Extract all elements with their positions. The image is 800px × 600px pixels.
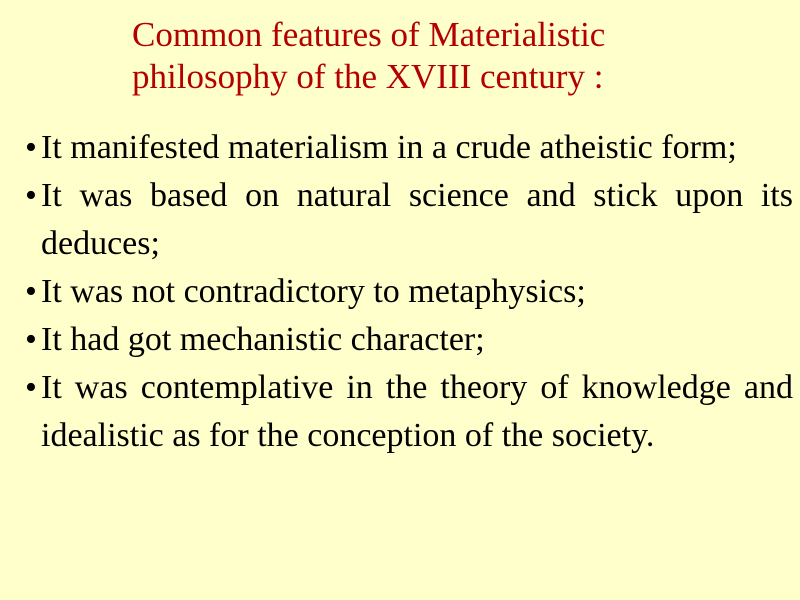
bullet-text-3: It was not contradictory to metaphysics; xyxy=(41,273,586,310)
slide-title-line-1: Common features of Materialistic xyxy=(132,15,606,54)
bullet-item-2 xyxy=(25,172,793,268)
bullet-list xyxy=(25,124,793,460)
bullet-marker: • xyxy=(25,129,37,166)
bullet-text-4: It had got mechanistic character; xyxy=(41,321,485,358)
bullet-item-1 xyxy=(25,124,793,172)
bullet-marker: • xyxy=(25,273,37,310)
bullet-marker: • xyxy=(25,321,37,358)
slide-title xyxy=(132,14,732,98)
bullet-item-4 xyxy=(25,316,793,364)
list-item xyxy=(25,364,793,460)
bullet-text-1: It manifested materialism in a crude atheistic form; xyxy=(41,129,737,166)
list-item xyxy=(25,316,793,364)
list-item xyxy=(25,124,793,172)
bullet-marker: • xyxy=(25,369,37,406)
bullet-item-3 xyxy=(25,268,793,316)
bullet-text-2: It was based on natural science and stick upon its deduces; xyxy=(41,177,793,262)
list-item xyxy=(25,268,793,316)
bullet-item-5 xyxy=(25,364,793,460)
list-item xyxy=(25,172,793,268)
bullet-marker: • xyxy=(25,177,37,214)
slide-title-line-2: philosophy of the XVIII century : xyxy=(132,57,604,96)
bullet-text-5: It was contemplative in the theory of knowledge and idealistic as for the conception of the society. xyxy=(41,369,793,454)
